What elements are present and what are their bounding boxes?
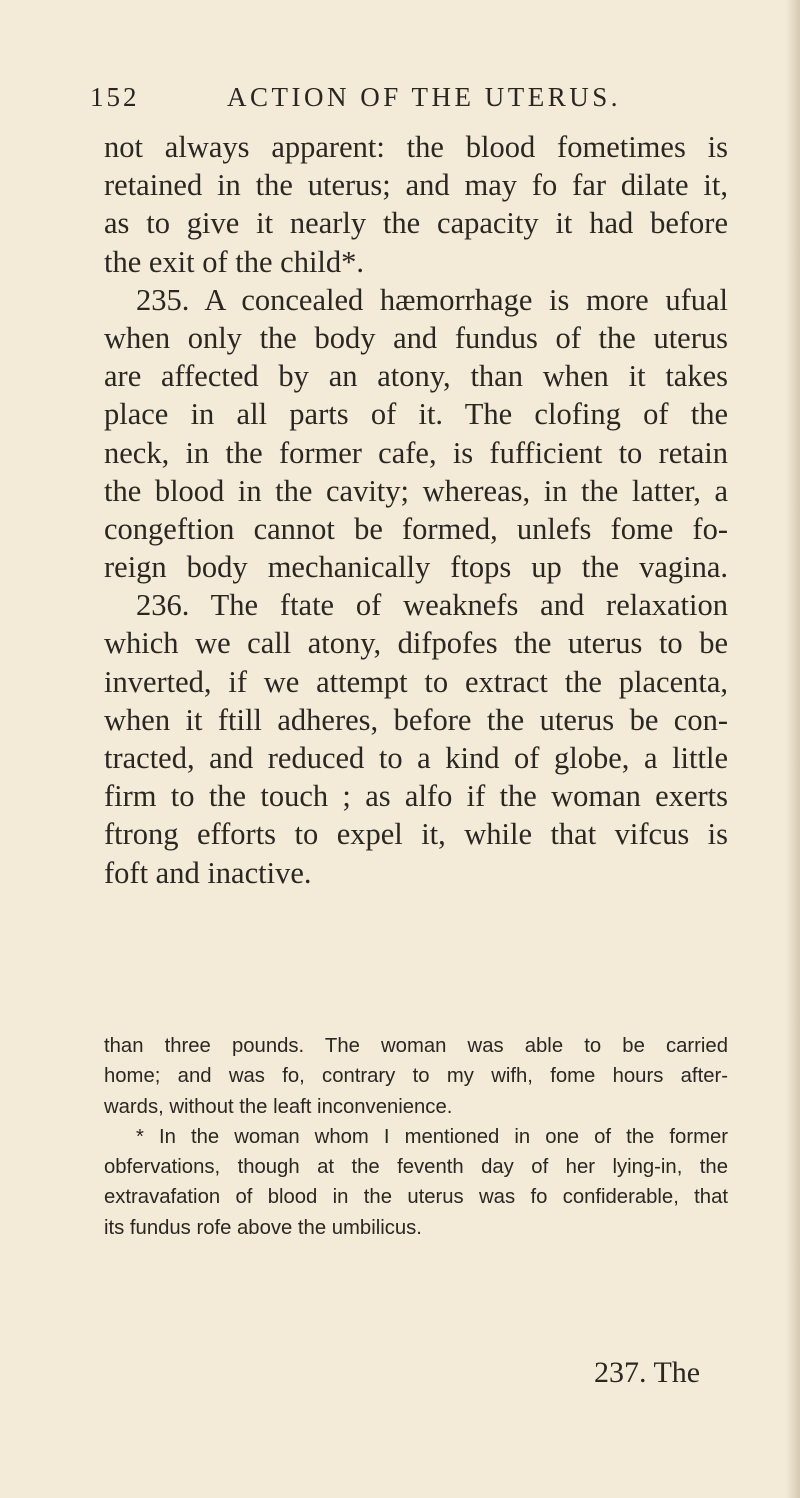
text-line: are affected by an atony, than when it takes xyxy=(104,359,728,394)
text-line: reign body mechanically ftops up the vagina. xyxy=(104,550,728,585)
footnotes xyxy=(104,1031,728,1243)
text-line: neck, in the former cafe, is fufficient to retain xyxy=(104,435,728,470)
paragraph-236-start: 236. The ftate of weaknefs and relaxation xyxy=(136,588,728,623)
text-line: firm to the touch ; as alfo if the woman exerts xyxy=(104,779,728,814)
footnote-line: wards, without the leaft inconvenience. xyxy=(104,1095,453,1118)
footnote-line: extravafation of blood in the uterus was fo confiderable, that xyxy=(104,1186,728,1209)
catchword: 237. The xyxy=(594,1356,701,1389)
footnote-line: than three pounds. The woman was able to be carried xyxy=(104,1035,728,1057)
text-line: which we call atony, difpofes the uterus to be xyxy=(104,626,728,661)
text-line: as to give it nearly the capacity it had before xyxy=(104,206,728,241)
text-line: tracted, and reduced to a kind of globe, a little xyxy=(104,741,728,775)
text-line: ftrong efforts to expel it, while that vifcus is xyxy=(104,817,728,852)
text-line: the exit of the child*. xyxy=(104,244,365,279)
footnote-line: its fundus rofe above the umbilicus. xyxy=(104,1216,422,1239)
text-line: not always apparent: the blood fometimes is xyxy=(104,130,728,164)
footnote-line: home; and was fo, contrary to my wifh, fome hours after- xyxy=(104,1065,728,1088)
paragraph-235-start: 235. A concealed hæmorrhage is more ufual xyxy=(136,282,728,317)
text-line: retained in the uterus; and may fo far dilate it, xyxy=(104,168,728,203)
text-line: inverted, if we attempt to extract the placenta, xyxy=(104,664,728,699)
text-line: when it ftill adheres, before the uterus be con- xyxy=(104,702,728,737)
text-line: the blood in the cavity; whereas, in the latter, a xyxy=(104,473,728,508)
text-line: congeftion cannot be formed, unlefs fome fo- xyxy=(104,511,728,546)
page-number: 152 xyxy=(90,82,140,112)
text-line: place in all parts of it. The clofing of the xyxy=(104,397,728,432)
main-text xyxy=(104,128,728,892)
footnote-line: obfervations, though at the feventh day of her lying-in, the xyxy=(104,1156,728,1179)
page-edge-shadow xyxy=(786,0,800,1498)
text-line: foft and inactive. xyxy=(104,855,312,890)
footnote-star-start: * In the woman whom I mentioned in one of the former xyxy=(136,1125,728,1148)
running-title: ACTION OF THE UTERUS. xyxy=(227,82,622,112)
text-line: when only the body and fundus of the uterus xyxy=(104,320,728,355)
